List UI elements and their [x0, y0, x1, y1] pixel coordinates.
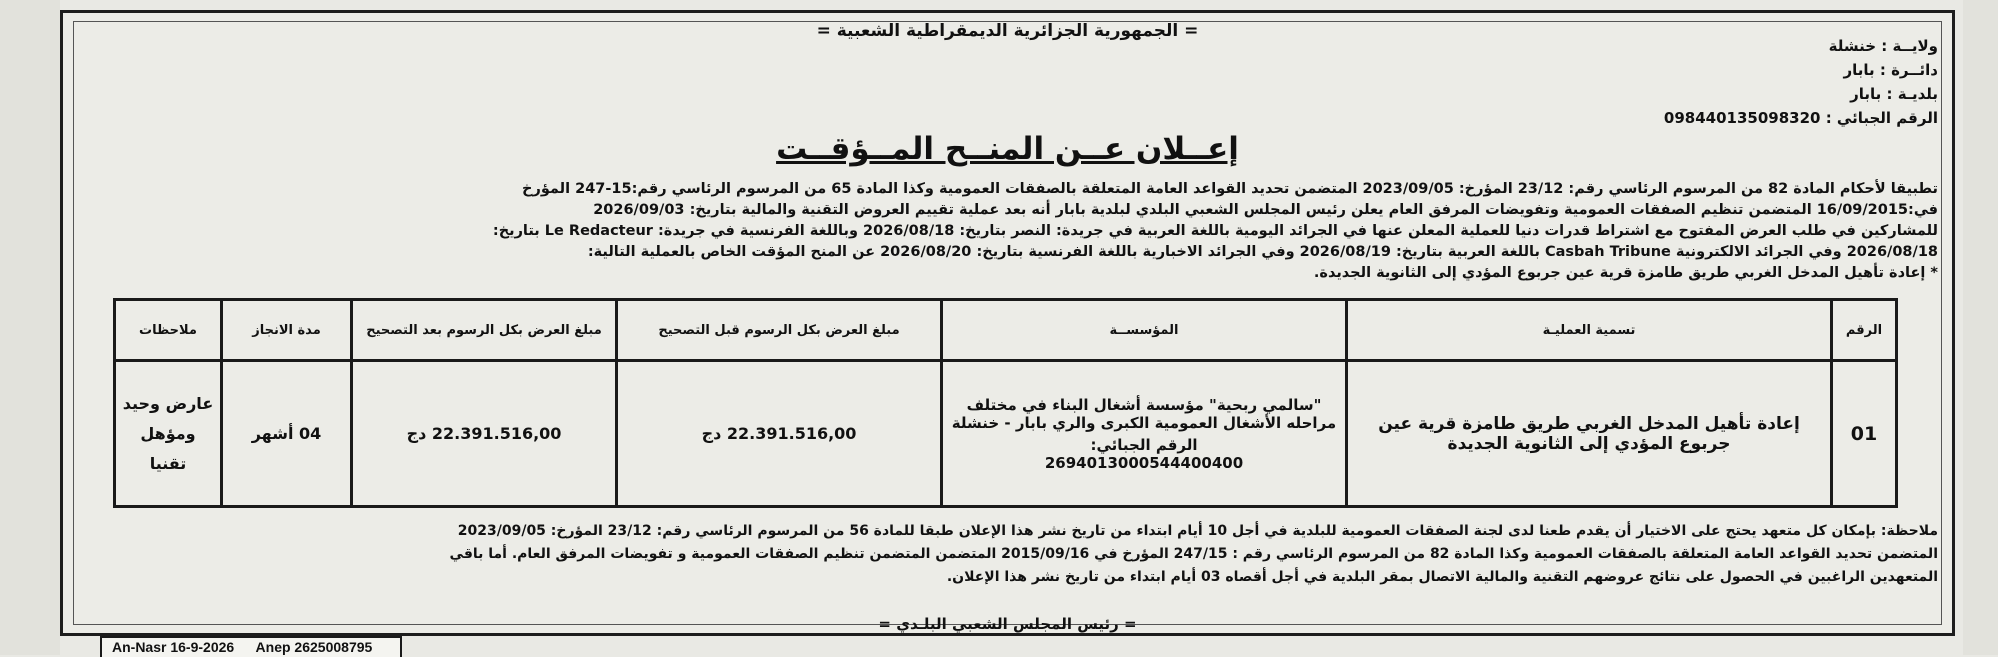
- cell-amount-after: 22.391.516,00 دج: [352, 361, 617, 507]
- header-amount-before: مبلغ العرض بكل الرسوم قبل التصحيح: [617, 300, 942, 361]
- company-nif-label: الرقم الجبائي:: [1090, 435, 1198, 454]
- cell-num: 01: [1832, 361, 1897, 507]
- header-duration: مدة الانجاز: [222, 300, 352, 361]
- wilaya-line: ولايــة : خنشلة: [1828, 37, 1938, 55]
- body-line-1: تطبيقا لأحكام المادة 82 من المرسوم الرئاسي رقم: 23/12 المؤرخ: 2023/09/05 المتضمن تحديد القواعد العامة المتعلقة بالصفقات العمومية وكذا المادة 65 من المرسوم الرئاسي رقم:15-247 المؤرخ: [522, 181, 1938, 197]
- body-line-4: 2026/08/18 وفي الجرائد الالكترونية Casbah Tribune باللغة العربية بتاريخ: 2026/08/19 وفي الجرائد الاخبارية باللغة الفرنسية بتاريخ: 2026/08/20 عن المنح المؤقت الخاص بالعملية التالية:: [587, 244, 1938, 260]
- body-line-2: في:16/09/2015 المتضمن تنظيم الصفقات العمومية وتفويضات المرفق العام يعلن رئيس المجلس الشعبي البلدي لبلدية بابار أنه بعد عملية تقييم العروض التقنية والمالية بتاريخ: 2026/09/03: [593, 202, 1938, 218]
- award-table: [113, 298, 1898, 508]
- cell-company: [942, 361, 1347, 507]
- commune-line: بلديـة : بابار: [1850, 85, 1938, 103]
- cell-duration: 04 أشهر: [222, 361, 352, 507]
- table-header-row: [115, 300, 1897, 361]
- body-line-3: للمشاركين في طلب العرض المفتوح مع اشتراط قدرات دنيا للعملية المعلن عنها في الجرائد اليومية باللغة العربية في جريدة: النصر بتاريخ: 2026/08/18 وباللغة الفرنسية في جريدة: Le Redacteur بتاريخ:: [492, 223, 1938, 239]
- footer-stamp: [100, 636, 402, 657]
- header-remarks: ملاحظات: [115, 300, 222, 361]
- company-name: "سالمي ربحية" مؤسسة أشغال البناء في مختلف مراحله الأشغال العمومية الكبرى والري بابار - خنشلة: [951, 395, 1337, 432]
- announcement-title: إعــلان عــن المنــح المــؤقــت: [776, 131, 1239, 167]
- note-line-1: ملاحظة: بإمكان كل متعهد يحتج على الاختيار أن يقدم طعنا لدى لجنة الصفقات العمومية للبلدية في أجل 10 أيام ابتداء من تاريخ نشر هذا الإعلان طبقا للمادة 56 من المرسوم الرئاسي رقم: 23/12 المؤرخ: 2023/09/05: [457, 523, 1938, 539]
- header-amount-after: مبلغ العرض بكل الرسوم بعد التصحيح: [352, 300, 617, 361]
- nif-line: الرقم الجبائي : 098440135098320: [1663, 109, 1938, 127]
- cell-operation: إعادة تأهيل المدخل الغربي طريق طامزة قرية عين جربوع المؤدي إلى الثانوية الجديدة: [1347, 361, 1832, 507]
- header-company: المؤسســة: [942, 300, 1347, 361]
- footer-newspaper: An-Nasr 16-9-2026: [112, 639, 235, 655]
- announcement-frame: [60, 10, 1955, 636]
- note-line-3: المتعهدين الراغبين في الحصول على نتائج عروضهم التقنية والمالية الاتصال بمقر البلدية في أجل أقصاه 03 أيام ابتداء من تاريخ نشر هذا الإعلان.: [946, 569, 1938, 585]
- cell-remarks: عارض وحيد ومؤهل تقنيا: [115, 361, 222, 507]
- signature-line: = رئيس المجلس الشعبي البلـدي =: [878, 615, 1137, 633]
- footer-anep: Anep 2625008795: [255, 639, 373, 655]
- cell-amount-before: 22.391.516,00 دج: [617, 361, 942, 507]
- note-line-2: المتضمن تحديد القواعد العامة المتعلقة بالصفقات العمومية وكذا المادة 82 من المرسوم الرئاسي رقم : 247/15 المؤرخ في 2015/09/16 المتضمن المتضمن تنظيم الصفقات العمومية و تفويضات المرفق العام. أما باقي: [449, 546, 1938, 562]
- adjacent-page-right: [1963, 0, 1998, 655]
- adjacent-page-left: [0, 0, 60, 655]
- header-operation: تسمية العمليـة: [1347, 300, 1832, 361]
- body-line-5: * إعادة تأهيل المدخل الغربي طريق طامزة قرية عين جربوع المؤدي إلى الثانوية الجديدة.: [1313, 265, 1938, 281]
- company-nif: 2694013000544400400: [1044, 453, 1244, 472]
- republic-heading: = الجمهورية الجزائرية الديمقراطية الشعبية =: [816, 21, 1199, 41]
- header-num: الرقم: [1832, 300, 1897, 361]
- daira-line: دائــرة : بابار: [1843, 61, 1938, 79]
- table-row: [115, 361, 1897, 507]
